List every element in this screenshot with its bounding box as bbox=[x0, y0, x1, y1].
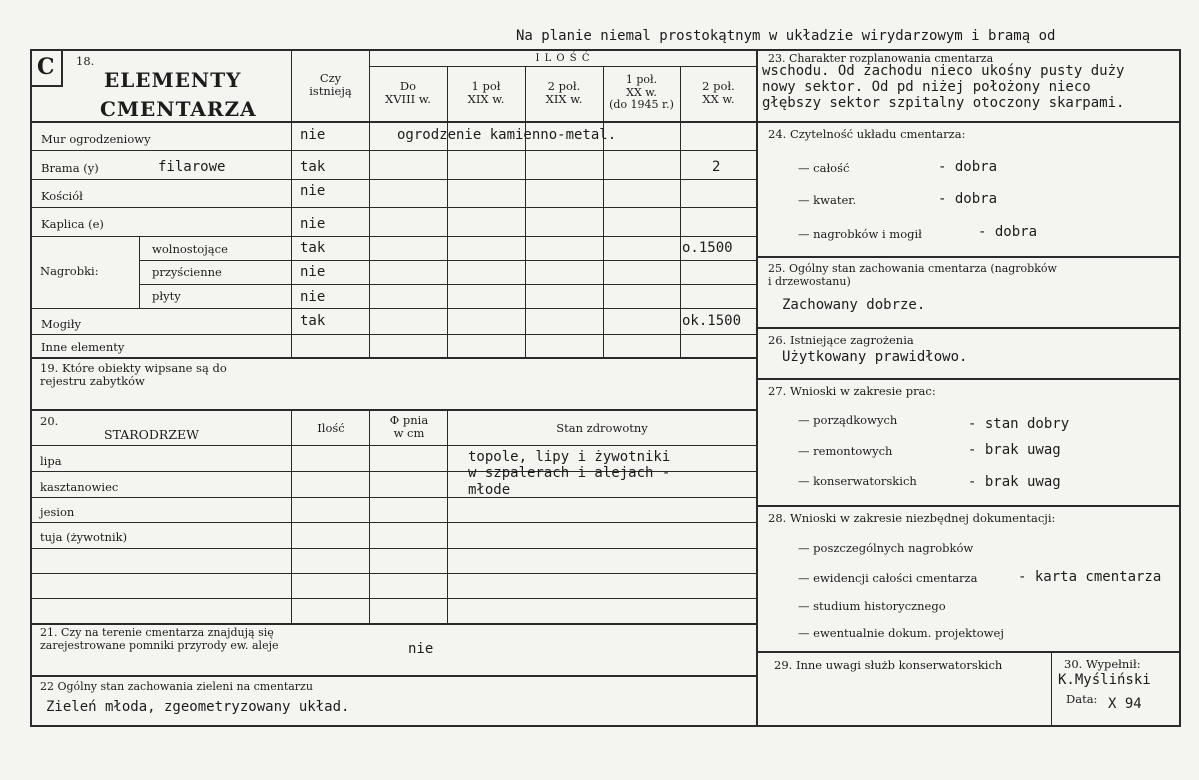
col-period-3: 2 poł. XIX w. bbox=[545, 79, 583, 107]
q30-date: X 94 bbox=[1108, 696, 1142, 712]
q28-item-4: — ewentualnie dokum. projektowej bbox=[798, 626, 1004, 640]
trees-title: STARODRZEW bbox=[104, 427, 199, 442]
row-mur-note: ogrodzenie kamienno-metal. bbox=[397, 127, 617, 143]
trees-number: 20. bbox=[40, 414, 59, 428]
q24-value-3: - dobra bbox=[978, 224, 1038, 240]
q23-line-3: głębszy sektor szpitalny otoczony skarpami. bbox=[762, 95, 1125, 111]
elements-title-1: ELEMENTY bbox=[104, 68, 242, 92]
q30-label: 30. Wypełnił: bbox=[1064, 657, 1141, 671]
q22-label: 22 Ogólny stan zachowania zieleni na cmentarzu bbox=[40, 680, 313, 693]
row-brama-count: 2 bbox=[712, 159, 721, 175]
header-note: Na planie niemal prostokątnym w układzie wirydarzowym i bramą od bbox=[516, 28, 1056, 44]
trees-col-health: Stan zdrowotny bbox=[556, 421, 648, 435]
col-period-4: 1 poł. XX w. (do 1945 r.) bbox=[609, 73, 674, 112]
col-period-2: 1 poł XIX w. bbox=[467, 79, 505, 107]
row-mogily-label: Mogiły bbox=[41, 317, 81, 331]
row-kosciol-label: Kościół bbox=[41, 189, 83, 203]
row-kaplica-exists: nie bbox=[300, 216, 326, 232]
q24-item-3: — nagrobków i mogił bbox=[798, 227, 922, 241]
trees-health-line-1: topole, lipy i żywotniki bbox=[468, 449, 671, 465]
trees-health-line-3: młode bbox=[468, 482, 511, 498]
frame-right bbox=[1179, 49, 1181, 727]
row-mogily-count: ok.1500 bbox=[682, 313, 742, 329]
q30-date-label: Data: bbox=[1066, 692, 1098, 706]
q28-label: 28. Wnioski w zakresie niezbędnej dokumentacji: bbox=[768, 511, 1056, 525]
row-mogily-exists: tak bbox=[300, 313, 326, 329]
col-period-5: 2 poł. XX w. bbox=[702, 79, 735, 107]
q27-value-3: - brak uwag bbox=[968, 474, 1061, 490]
q25-label: 25. Ogólny stan zachowania cmentarza (nagrobków i drzewostanu) bbox=[768, 262, 1057, 288]
row-przyscienne-label: przyścienne bbox=[152, 265, 222, 279]
row-mur-exists: nie bbox=[300, 127, 326, 143]
row-plyty-label: płyty bbox=[152, 289, 181, 303]
row-brama-typed: filarowe bbox=[158, 159, 226, 175]
q21-answer: nie bbox=[408, 641, 434, 657]
q28-item-2: — ewidencji całości cmentarza bbox=[798, 571, 978, 585]
row-plyty-exists: nie bbox=[300, 289, 326, 305]
q27-value-1: - stan dobry bbox=[968, 416, 1070, 432]
row-wolnostojace-exists: tak bbox=[300, 240, 326, 256]
elements-number: 18. bbox=[76, 54, 95, 68]
q28-item-1: — poszczególnych nagrobków bbox=[798, 541, 974, 555]
tree-name-2: kasztanowiec bbox=[40, 480, 119, 494]
row-wolnostojace-label: wolnostojące bbox=[152, 242, 228, 256]
frame-bottom bbox=[30, 725, 1180, 727]
q27-item-3: — konserwatorskich bbox=[798, 474, 917, 488]
row-kaplica-label: Kaplica (e) bbox=[41, 217, 104, 231]
q24-value-2: - dobra bbox=[938, 191, 998, 207]
nagrobki-label: Nagrobki: bbox=[40, 264, 99, 278]
elements-title-2: CMENTARZA bbox=[100, 97, 257, 121]
q24-item-1: — całość bbox=[798, 161, 850, 175]
q28-value-2: - karta cmentarza bbox=[1018, 569, 1162, 585]
trees-col-diam: Φ pnia w cm bbox=[389, 413, 429, 441]
q24-value-1: - dobra bbox=[938, 159, 998, 175]
q27-item-1: — porządkowych bbox=[798, 413, 898, 427]
col-quantity: I L O Ś Ć bbox=[535, 53, 591, 64]
q21-label: 21. Czy na terenie cmentarza znajdują się zarejestrowane pomniki przyrody ew. aleje bbox=[40, 626, 279, 652]
q23-line-1: wschodu. Od zachodu nieco ukośny pusty duży bbox=[762, 63, 1125, 79]
q27-label: 27. Wnioski w zakresie prac: bbox=[768, 384, 936, 398]
row-przyscienne-exists: nie bbox=[300, 264, 326, 280]
tree-name-4: tuja (żywotnik) bbox=[40, 530, 128, 544]
row-brama-label: Brama (y) bbox=[41, 161, 99, 175]
row-brama-exists: tak bbox=[300, 159, 326, 175]
q27-value-2: - brak uwag bbox=[968, 442, 1061, 458]
q26-label: 26. Istniejące zagrożenia bbox=[768, 333, 914, 347]
row-kosciol-exists: nie bbox=[300, 183, 326, 199]
row-mur-label: Mur ogrodzeniowy bbox=[41, 132, 151, 146]
trees-health-line-2: w szpalerach i alejach - bbox=[468, 465, 671, 481]
q23-label: 23. Charakter rozplanowania cmentarza bbox=[768, 52, 994, 65]
col-exists: Czy istnieją bbox=[309, 71, 352, 99]
q27-item-2: — remontowych bbox=[798, 444, 893, 458]
section-letter: C bbox=[37, 54, 55, 80]
q24-label: 24. Czytelność układu cmentarza: bbox=[768, 127, 966, 141]
tree-name-3: jesion bbox=[40, 505, 75, 519]
registry-label: 19. Które obiekty wipsane są do rejestru zabytków bbox=[40, 361, 227, 389]
q22-answer: Zieleń młoda, zgeometryzowany układ. bbox=[46, 699, 350, 715]
q28-item-3: — studium historycznego bbox=[798, 599, 946, 613]
trees-col-qty: Ilość bbox=[317, 421, 345, 435]
row-inne-label: Inne elementy bbox=[41, 340, 125, 354]
row-wolnostojace-count: o.1500 bbox=[682, 240, 733, 256]
tree-name-1: lipa bbox=[40, 454, 62, 468]
q25-answer: Zachowany dobrze. bbox=[782, 297, 926, 313]
q26-answer: Użytkowany prawidłowo. bbox=[782, 349, 968, 365]
q30-name: K.Myśliński bbox=[1058, 672, 1151, 688]
col-period-1: Do XVIII w. bbox=[385, 79, 431, 107]
frame-top bbox=[30, 49, 1180, 51]
q24-item-2: — kwater. bbox=[798, 193, 857, 207]
q29-label: 29. Inne uwagi służb konserwatorskich bbox=[774, 658, 1003, 672]
q23-line-2: nowy sektor. Od pd niżej położony nieco bbox=[762, 79, 1091, 95]
